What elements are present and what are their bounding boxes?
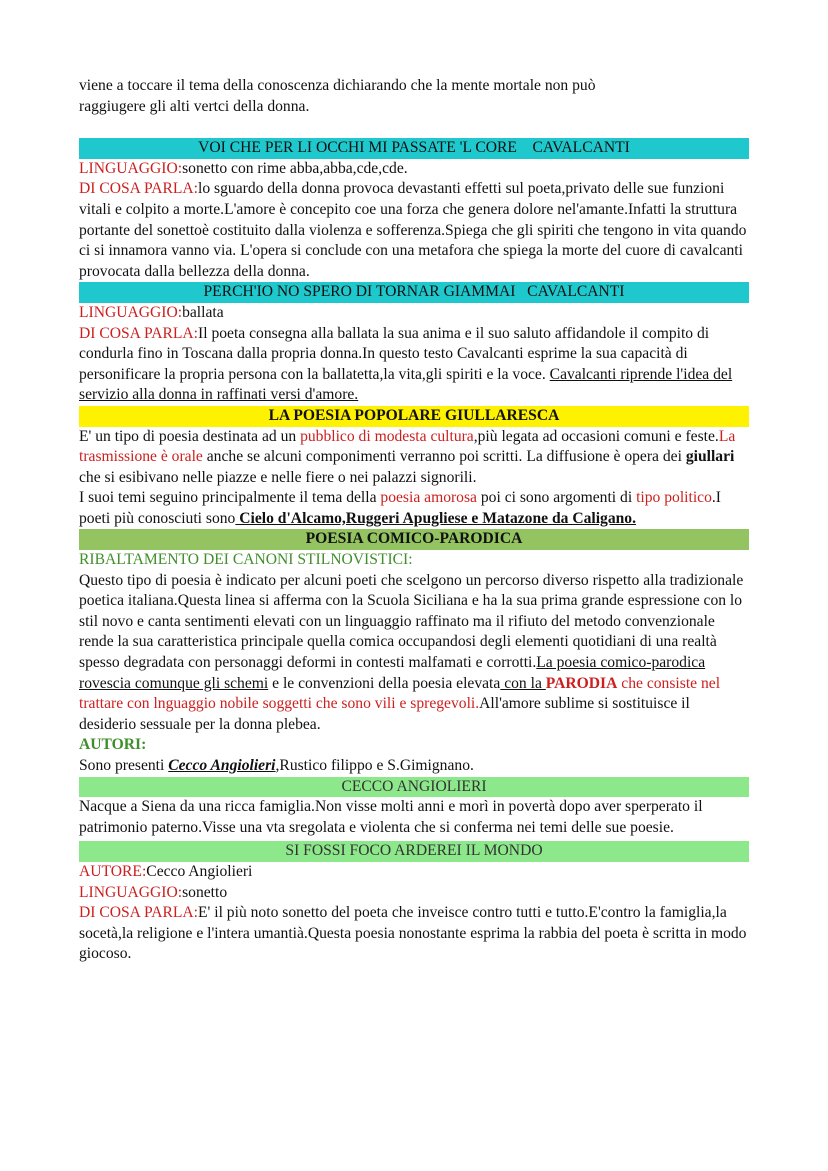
text-run: All'amore sublime si sostituisce il desiderio sessuale per la donna plebea.: [79, 695, 690, 733]
autori-label: AUTORI:: [79, 736, 147, 754]
intro-line: raggiugere gli alti vertci della donna.: [79, 97, 310, 115]
highlight-text: che consiste nel trattare con lnguaggio nobile soggetti che sono vili e spregevoli.: [79, 674, 721, 713]
poets-names: Cielo d'Alcamo,Ruggeri Apugliese e Matazone da Caligano.: [235, 509, 637, 527]
cecco-bio-paragraph: Nacque a Siena da una ricca famiglia.Non visse molti anni e morì in povertà dopo aver sperperato il patrimonio paterno.Visse una vta sregolata e violenta che si conferma nei temi delle sue poesie.: [79, 798, 703, 836]
text-run: ,Rustico filippo e S.Gimignano.: [275, 757, 474, 774]
section-header-si-fossi-foco: SI FOSSI FOCO ARDEREI IL MONDO: [79, 841, 749, 862]
linguaggio-line: [79, 303, 749, 324]
text-run: Questo tipo di poesia è indicato per alcuni poeti che scelgono un percorso diverso rispetto alla tradizionale poetica italiana.Questa linea si afferma con la Scuola Siciliana e ha la sua prima grande espressione con lo stil novo e canta sentimenti elevati con un linguaggio raffinato ma il rifiuto del metodo convenzionale rende la sua caratteristica principale quella comica occupandosi degli elementi quotidiani di una realtà spesso degradata con personaggi deformi in contesti malfamati e corrotti.: [79, 571, 744, 672]
text-run: e le convenzioni della poesia elevata: [268, 674, 501, 692]
linguaggio-label: LINGUAGGIO:: [79, 159, 183, 177]
linguaggio-text: sonetto: [182, 883, 228, 901]
text-run: .I poeti più conosciuti sono: [79, 489, 721, 527]
section-header-comico-parodica: POESIA COMICO-PARODICA: [79, 529, 749, 550]
underlined-text: con la: [500, 674, 546, 692]
highlight-text: poesia amorosa: [380, 489, 477, 507]
section-header-poesia-popolare: LA POESIA POPOLARE GIULLARESCA: [79, 406, 749, 427]
intro-paragraph: [79, 76, 749, 117]
intro-line: viene a toccare il tema della conoscenza dichiarando che la mente mortale non può: [79, 77, 596, 94]
highlight-text: La trasmissione è orale: [79, 427, 736, 466]
di-cosa-parla-paragraph: [79, 903, 749, 965]
text-run: anche se alcuni componimenti verranno poi scritti. La diffusione è opera dei: [202, 448, 686, 466]
di-cosa-parla-label: DI COSA PARLA:: [79, 324, 199, 342]
underlined-sentence: Cavalcanti riprende l'idea del servizio alla donna in raffinati versi d'amore.: [79, 365, 733, 404]
section-header-voi-che: VOI CHE PER LI OCCHI MI PASSATE 'L CORE CAVALCANTI: [79, 138, 749, 159]
di-cosa-parla-text: lo sguardo della donna provoca devastanti effetti sul poeta,privato delle sue funzioni vitali e colpito a morte.L'amore è concepito coe una forza che genera dolore nel'amante.Infatti la struttura portante del sonettoè costituito dalla violenza e sofferenza.Spiega che gli spiriti che tengono in vita quando ci si innamora vanno via. L'opera si conclude con una metafora che spiega la morte del cuore di cavalcanti provocata dalla bellezza della donna.: [79, 180, 747, 280]
underlined-text: La poesia comico-parodica rovescia comunque gli schemi: [79, 654, 706, 692]
text-run: ,più legata ad occasioni comuni e feste.: [473, 427, 719, 445]
di-cosa-parla-paragraph: [79, 324, 749, 406]
autore-text: Cecco Angiolieri: [146, 862, 253, 880]
di-cosa-parla-text: Il poeta consegna alla ballata la sua anima e il suo saluto affidandole il compito di condurla fino in Toscana dalla propria donna.In questo testo Cavalcanti esprime la sua capacità di personificare la propria persona con la ballatetta,la vita,gli spiriti e la voce.: [79, 324, 710, 383]
author-name: Cecco Angiolieri: [168, 757, 276, 774]
linguaggio-line: [79, 159, 749, 180]
autore-label: AUTORE:: [79, 862, 147, 880]
di-cosa-parla-text: E' il più noto sonetto del poeta che inveisce contro tutti e tutto.E'contro la famiglia,la socetà,la religione e l'intera umantià.Questa poesia nonostante esprima la rabbia del poeta è scritta in modo giocoso.: [79, 904, 747, 963]
text-run: che si esibivano nelle piazze e nelle fiere o nei palazzi signorili.: [79, 468, 477, 486]
highlight-text: pubblico di modesta cultura: [300, 427, 474, 445]
linguaggio-label: LINGUAGGIO:: [79, 883, 183, 901]
text-run: Sono presenti: [79, 757, 169, 774]
section-subtitle: RIBALTAMENTO DEI CANONI STILNOVISTICI:: [79, 551, 413, 569]
linguaggio-line: [79, 883, 749, 904]
poesia-popolare-temi-paragraph: [79, 488, 749, 529]
text-run: E' un tipo di poesia destinata ad un: [79, 427, 301, 445]
comico-parodica-paragraph: [79, 571, 749, 736]
highlight-text: tipo politico: [636, 489, 712, 507]
section-header-cecco: CECCO ANGIOLIERI: [79, 777, 749, 798]
autore-line: [79, 862, 749, 883]
di-cosa-parla-label: DI COSA PARLA:: [79, 904, 199, 922]
autori-line: [79, 756, 749, 777]
linguaggio-text: ballata: [182, 303, 224, 321]
linguaggio-label: LINGUAGGIO:: [79, 303, 183, 321]
di-cosa-parla-paragraph: [79, 179, 749, 282]
text-run: poi ci sono argomenti di: [476, 489, 637, 507]
bold-text: giullari: [685, 448, 735, 466]
parodia-keyword: PARODIA: [545, 674, 618, 692]
poesia-popolare-paragraph: [79, 427, 749, 489]
text-run: I suoi temi seguino principalmente il tema della: [79, 489, 381, 507]
document-page: [79, 76, 749, 965]
section-header-perchio: PERCH'IO NO SPERO DI TORNAR GIAMMAI CAVALCANTI: [79, 282, 749, 303]
di-cosa-parla-label: DI COSA PARLA:: [79, 180, 199, 198]
linguaggio-text: sonetto con rime abba,abba,cde,cde.: [182, 159, 408, 177]
